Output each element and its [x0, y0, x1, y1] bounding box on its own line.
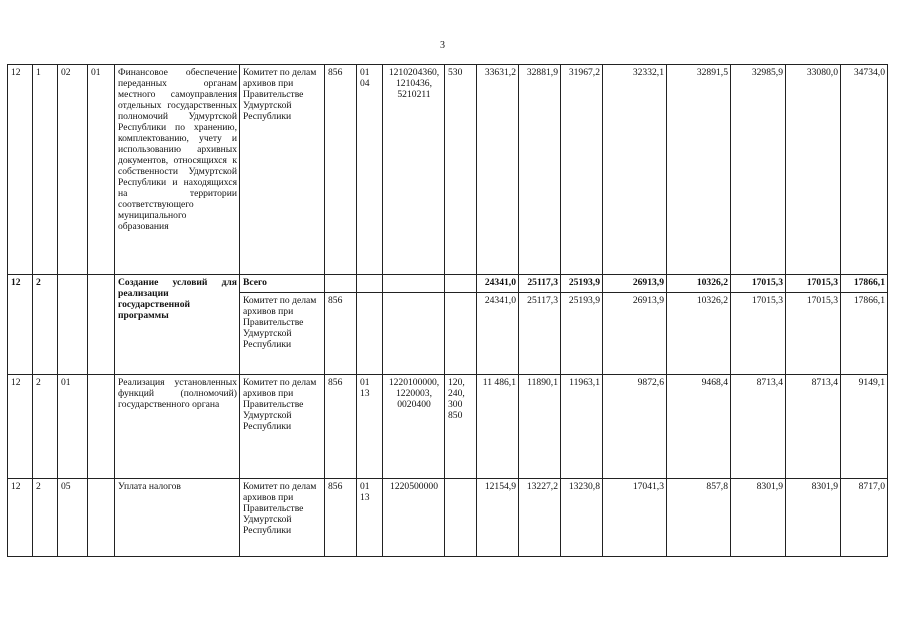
cell-name: Реализация установленных функций (полномочий) государственного органа	[115, 375, 240, 479]
cell-value: 9872,6	[603, 375, 667, 479]
cell-name: Финансовое обеспечение переданных органам местного самоуправления отдельных государственных полномочий Удмуртской Республики по хранению, комплектованию, учету и использованию архивных документов, относящихся к собственности Удмуртской Республики и находящихся на территории соответствующего муниципального образования	[115, 65, 240, 275]
page-number: 3	[440, 40, 445, 51]
cell-agency: Комитет по делам архивов при Правительстве Удмуртской Республики	[240, 293, 325, 375]
cell-m	[88, 479, 115, 557]
cell-value: 13230,8	[561, 479, 603, 557]
cell-value: 32881,9	[519, 65, 561, 275]
cell-agency: Комитет по делам архивов при Правительстве Удмуртской Республики	[240, 65, 325, 275]
cell-pp: 2	[33, 479, 58, 557]
cell-value: 32985,9	[731, 65, 786, 275]
cell-gp: 12	[8, 375, 33, 479]
cell-value: 31967,2	[561, 65, 603, 275]
cell-grbs: 856	[325, 479, 357, 557]
cell-value: 8713,4	[731, 375, 786, 479]
cell-value: 9468,4	[667, 375, 731, 479]
cell-name: Уплата налогов	[115, 479, 240, 557]
cell-total-value: 10326,2	[667, 275, 731, 293]
cell-om: 01	[58, 375, 88, 479]
cell-value: 33080,0	[786, 65, 841, 275]
cell-om	[58, 275, 88, 375]
cell-total-value: 25117,3	[519, 275, 561, 293]
cell-value: 11963,1	[561, 375, 603, 479]
cell-agency: Комитет по делам архивов при Правительстве Удмуртской Республики	[240, 479, 325, 557]
cell-total-value: 24341,0	[477, 275, 519, 293]
cell-value: 25193,9	[561, 293, 603, 375]
cell-om: 05	[58, 479, 88, 557]
cell-value: 17015,3	[786, 293, 841, 375]
cell-pp: 2	[33, 275, 58, 375]
cell-rzpr: 01 04	[357, 65, 383, 275]
cell-total-value: 17015,3	[731, 275, 786, 293]
cell-rzpr: 01 13	[357, 479, 383, 557]
cell-value: 34734,0	[841, 65, 888, 275]
table-row	[8, 375, 888, 479]
cell-value: 24341,0	[477, 293, 519, 375]
cell-vr	[445, 293, 477, 375]
cell-value: 8301,9	[786, 479, 841, 557]
cell-gp: 12	[8, 275, 33, 375]
cell-grbs: 856	[325, 65, 357, 275]
cell-total-value: 26913,9	[603, 275, 667, 293]
cell-rzpr	[357, 293, 383, 375]
table-row-total	[8, 275, 888, 293]
table-row	[8, 65, 888, 275]
cell-csr: 1220100000, 1220003, 0020400	[383, 375, 445, 479]
cell-value: 32891,5	[667, 65, 731, 275]
cell-rzpr: 01 13	[357, 375, 383, 479]
cell-value: 11890,1	[519, 375, 561, 479]
cell-vr	[445, 479, 477, 557]
cell-m	[88, 375, 115, 479]
cell-pp: 2	[33, 375, 58, 479]
cell-total-value: 25193,9	[561, 275, 603, 293]
cell-gp: 12	[8, 479, 33, 557]
cell-value: 32332,1	[603, 65, 667, 275]
cell-total-label: Всего	[240, 275, 325, 293]
cell-total-value: 17866,1	[841, 275, 888, 293]
cell-grbs: 856	[325, 293, 357, 375]
budget-table	[7, 64, 888, 557]
cell-value: 8301,9	[731, 479, 786, 557]
cell-grbs: 856	[325, 375, 357, 479]
cell-gp: 12	[8, 65, 33, 275]
cell-total-value: 17015,3	[786, 275, 841, 293]
cell-csr: 1220500000	[383, 479, 445, 557]
cell-value: 857,8	[667, 479, 731, 557]
cell-m: 01	[88, 65, 115, 275]
table-row	[8, 479, 888, 557]
cell-csr: 1210204360, 1210436, 5210211	[383, 65, 445, 275]
cell-vr	[445, 275, 477, 293]
cell-value: 13227,2	[519, 479, 561, 557]
cell-value: 10326,2	[667, 293, 731, 375]
cell-value: 9149,1	[841, 375, 888, 479]
cell-value: 17041,3	[603, 479, 667, 557]
cell-value: 17866,1	[841, 293, 888, 375]
cell-om: 02	[58, 65, 88, 275]
cell-pp: 1	[33, 65, 58, 275]
cell-rzpr	[357, 275, 383, 293]
cell-csr	[383, 293, 445, 375]
cell-value: 33631,2	[477, 65, 519, 275]
cell-m	[88, 275, 115, 375]
cell-value: 11 486,1	[477, 375, 519, 479]
cell-value: 17015,3	[731, 293, 786, 375]
cell-vr: 530	[445, 65, 477, 275]
cell-grbs	[325, 275, 357, 293]
cell-name: Создание условий для реализации государственной программы	[115, 275, 240, 375]
cell-value: 8717,0	[841, 479, 888, 557]
cell-vr: 120, 240, 300 850	[445, 375, 477, 479]
cell-csr	[383, 275, 445, 293]
cell-value: 26913,9	[603, 293, 667, 375]
cell-value: 8713,4	[786, 375, 841, 479]
cell-agency: Комитет по делам архивов при Правительстве Удмуртской Республики	[240, 375, 325, 479]
cell-value: 25117,3	[519, 293, 561, 375]
cell-value: 12154,9	[477, 479, 519, 557]
